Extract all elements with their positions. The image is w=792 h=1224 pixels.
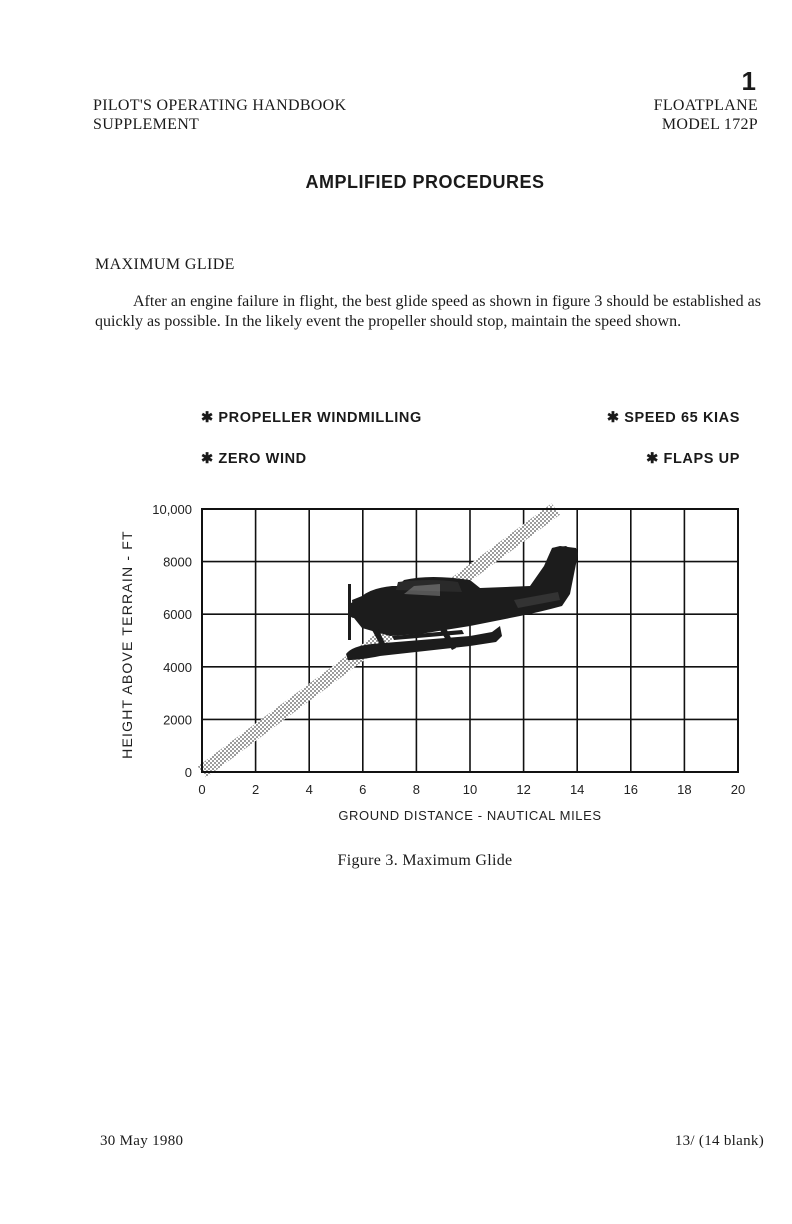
x-tick-label: 8 [412,782,421,797]
header-handbook-title: PILOT'S OPERATING HANDBOOK [93,97,347,114]
section-title: AMPLIFIED PROCEDURES [305,172,545,192]
y-tick-label: 0 [184,765,192,780]
x-tick-label: 6 [359,782,367,797]
y-axis-tick-labels [152,502,192,780]
x-tick-label: 14 [569,782,585,797]
body-paragraph: After an engine failure in flight, the best glide speed as shown in figure 3 should be established as quickly as possible. In the likely event the propeller should stop, maintain the speed shown. [95,293,761,330]
condition-flaps-up: ✱ FLAPS UP [646,451,740,467]
condition-zero-wind: ✱ ZERO WIND [201,451,307,467]
y-tick-label: 2000 [163,712,192,728]
y-tick-label: 10,000 [152,502,192,517]
x-tick-label: 16 [623,782,639,797]
x-axis-label: GROUND DISTANCE - NAUTICAL MILES [338,808,602,823]
x-tick-label: 0 [198,782,206,797]
x-tick-label: 4 [305,782,313,797]
header-floatplane-label: FLOATPLANE [653,97,758,114]
footer-date: 30 May 1980 [100,1133,184,1149]
x-tick-label: 18 [677,782,692,797]
supplement-number: 1 [741,66,756,96]
x-tick-label: 2 [251,782,260,797]
x-tick-label: 20 [730,782,746,797]
subheading-maximum-glide: MAXIMUM GLIDE [95,256,235,273]
header-model-label: MODEL 172P [661,116,758,133]
figure-caption: Figure 3. Maximum Glide [337,852,513,869]
floatplane-illustration [346,546,578,660]
y-tick-label: 8000 [163,554,192,570]
y-axis-label: HEIGHT ABOVE TERRAIN - FT [119,530,135,759]
footer-page-number: 13/ (14 blank) [674,1133,764,1149]
condition-propeller-windmilling: ✱ PROPELLER WINDMILLING [201,410,422,426]
y-tick-label: 6000 [163,607,192,623]
x-tick-label: 10 [462,782,478,797]
x-axis-tick-labels [198,782,745,797]
y-tick-label: 4000 [163,659,192,675]
condition-speed: ✱ SPEED 65 KIAS [606,410,740,426]
x-tick-label: 12 [516,782,531,797]
header-supplement-label: SUPPLEMENT [93,116,200,133]
